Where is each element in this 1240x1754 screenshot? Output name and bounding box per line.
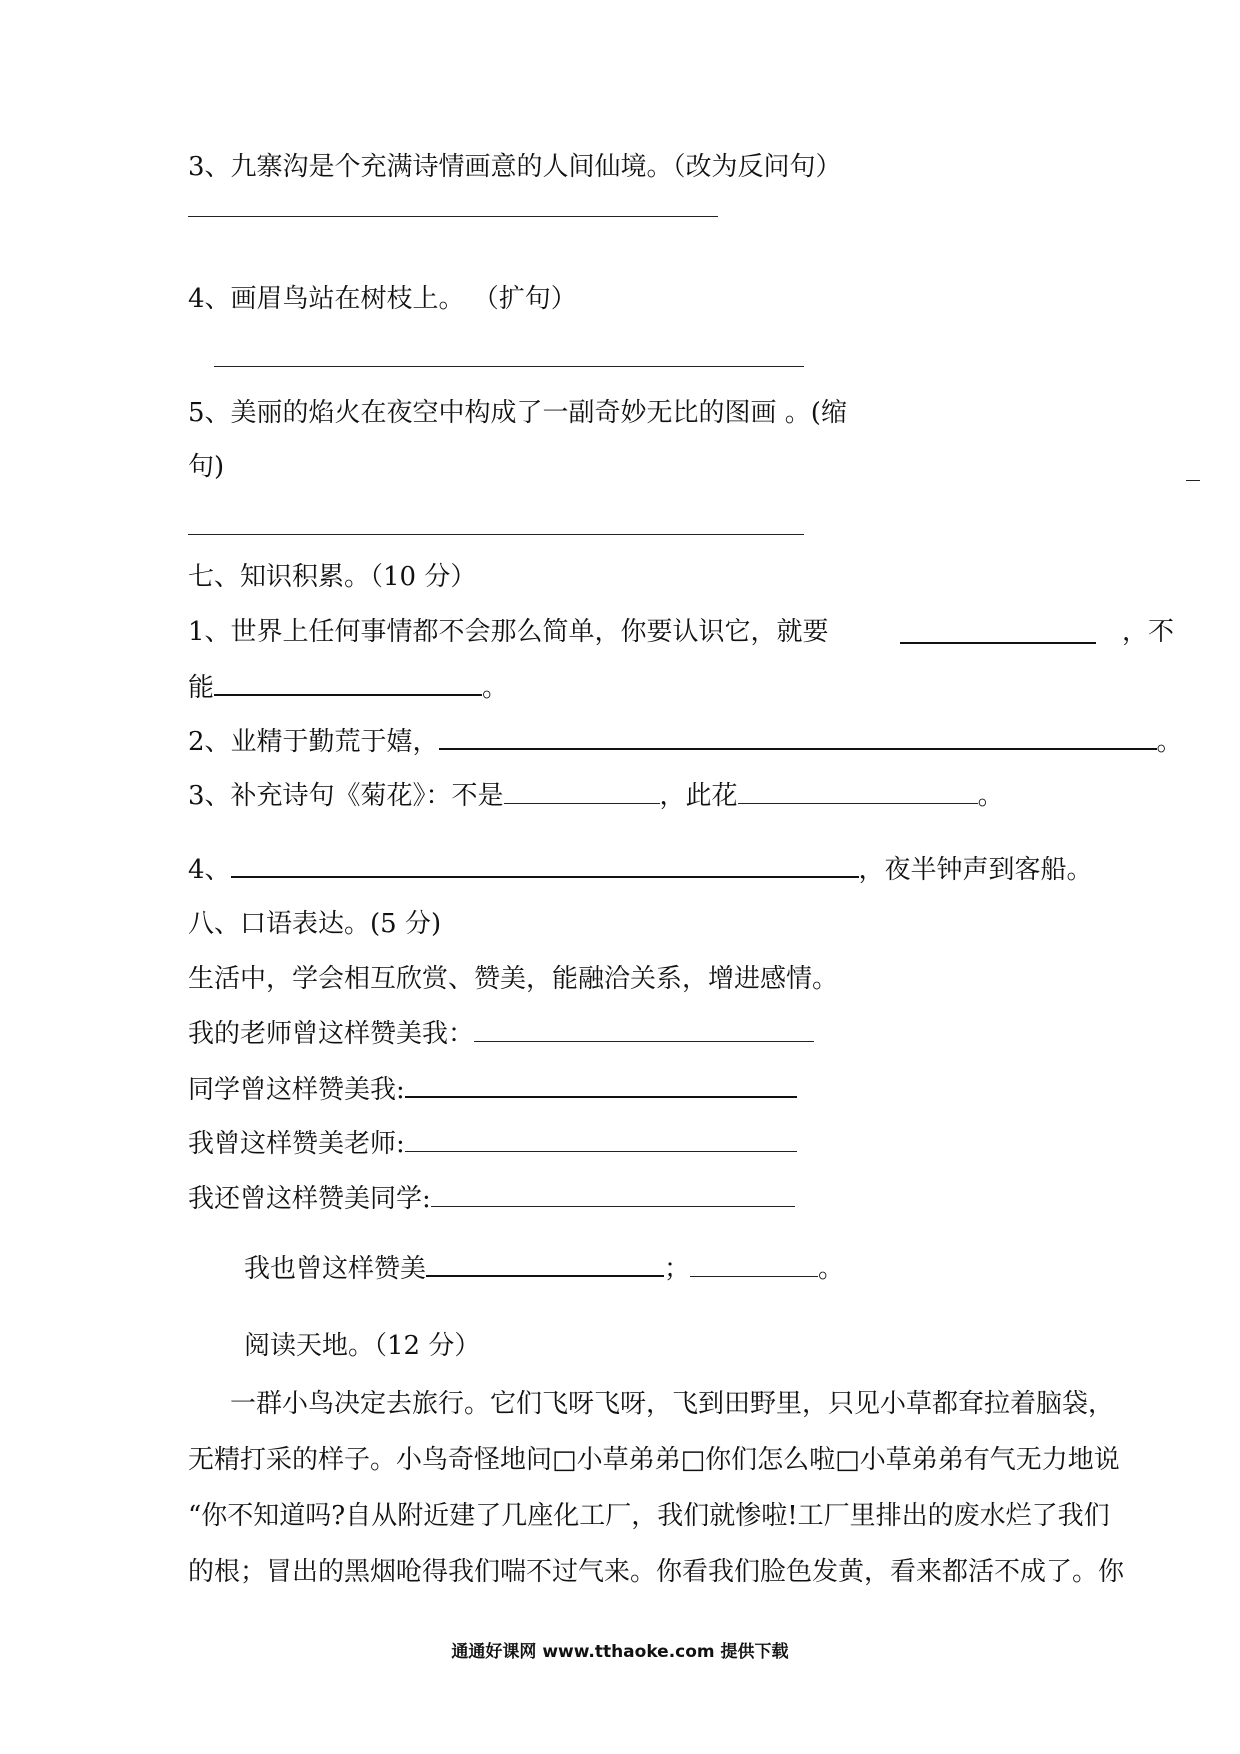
oral-text-5b: ；	[664, 1254, 691, 1284]
k2-text-a: 2、业精于勤荒于嬉，	[188, 727, 439, 757]
k1-text-a: 1、世界上任何事情都不会那么简单，你要认识它，就要	[188, 617, 829, 647]
q3-text: 3、九寨沟是个充满诗情画意的人间仙境。（改为反问句）	[188, 152, 842, 182]
reading-line-3: “你不知道吗?自从附近建了几座化工厂，我们就惨啦!工厂里排出的废水烂了我们	[188, 1501, 1110, 1531]
q5-margin-mark	[1186, 480, 1200, 481]
reading-title: 阅读天地。（12 分）	[244, 1331, 481, 1361]
k2-line	[188, 724, 1183, 759]
k1-blank-1[interactable]	[900, 642, 1096, 644]
k1-line2	[188, 670, 508, 705]
k3-blank-2[interactable]	[738, 779, 978, 804]
k4-text-a: 4、	[188, 855, 231, 885]
q4-answer-line[interactable]	[214, 366, 804, 367]
k3-text-a: 3、补充诗句《菊花》：不是	[188, 781, 504, 811]
oral-blank-2[interactable]	[405, 1072, 797, 1098]
oral-blank-1[interactable]	[474, 1017, 814, 1042]
k3-text-b: ，此花	[659, 781, 738, 811]
oral-blank-5b[interactable]	[690, 1252, 818, 1277]
oral-text-5c: 。	[818, 1254, 845, 1284]
k1-text-d: 。	[482, 673, 509, 703]
oral-intro: 生活中，学会相互欣赏、赞美，能融洽关系，增进感情。	[188, 964, 839, 994]
oral-line-4	[188, 1182, 795, 1216]
oral-line-3	[188, 1127, 797, 1161]
oral-blank-5a[interactable]	[426, 1251, 664, 1277]
oral-text-2: 同学曾这样赞美我:	[188, 1075, 405, 1105]
oral-text-1: 我的老师曾这样赞美我：	[188, 1019, 475, 1049]
oral-line-5	[244, 1251, 844, 1286]
k1-line1	[188, 615, 829, 649]
reading-line-1: 一群小鸟决定去旅行。它们飞呀飞呀，飞到田野里，只见小草都耷拉着脑袋，	[230, 1389, 1115, 1419]
oral-text-3: 我曾这样赞美老师:	[188, 1129, 405, 1159]
reading-line-4: 的根；冒出的黑烟呛得我们喘不过气来。你看我们脸色发黄，看来都活不成了。你	[188, 1557, 1125, 1587]
q3-answer-line[interactable]	[188, 216, 718, 217]
k3-blank-1[interactable]	[504, 779, 660, 804]
oral-text-5a: 我也曾这样赞美	[244, 1254, 427, 1284]
reading-passage	[188, 1376, 1208, 1600]
oral-blank-3[interactable]	[405, 1127, 797, 1152]
oral-blank-4[interactable]	[431, 1182, 795, 1207]
q4-text: 4、画眉鸟站在树枝上。 （扩句）	[188, 284, 577, 314]
k4-text-b: ，夜半钟声到客船。	[858, 855, 1093, 885]
oral-line-2	[188, 1072, 797, 1107]
section8-title: 八、口语表达。(5 分)	[188, 909, 442, 939]
k4-blank[interactable]	[231, 852, 859, 878]
k2-text-b: 。	[1156, 727, 1183, 757]
k3-line	[188, 779, 1004, 813]
k2-blank[interactable]	[439, 724, 1157, 750]
footer-credit: 通通好课网 www.tthaoke.com 提供下载	[451, 1642, 789, 1662]
k3-text-c: 。	[977, 781, 1004, 811]
q5-answer-line[interactable]	[188, 534, 804, 535]
k1-text-c: 能	[188, 673, 215, 703]
q5-text-line1: 5、美丽的焰火在夜空中构成了一副奇妙无比的图画 。(缩	[188, 398, 847, 428]
k1-text-b: ，不	[1122, 617, 1175, 647]
q5-text-line2: 句)	[188, 452, 225, 482]
reading-line-2: 无精打采的样子。小鸟奇怪地问□小草弟弟□你们怎么啦□小草弟弟有气无力地说	[188, 1445, 1120, 1475]
k1-blank-2[interactable]	[214, 670, 482, 696]
k4-line	[188, 852, 1093, 887]
oral-line-1	[188, 1017, 814, 1051]
section7-title: 七、知识积累。（10 分）	[188, 562, 477, 592]
oral-text-4: 我还曾这样赞美同学:	[188, 1184, 431, 1214]
